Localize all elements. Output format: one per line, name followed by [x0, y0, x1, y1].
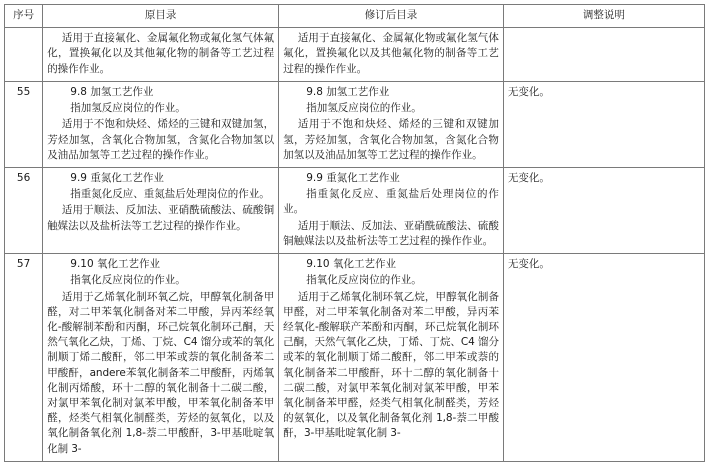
paragraph: 适用于乙烯氧化制环氧乙烷，甲醇氧化制备甲醛，对二甲苯氧化制备对苯二甲酸，异丙苯经氧化-酸解制苯酚和丙酮，环己烷氧化制环己酮，天然气氧化乙炔，丁烯、丁烷、C4 馏分或苯的氧化制顺丁烯二酸酐，邻二甲苯或萘的氧化制备苯二甲酸酐，andere苯氧化制备苯二甲酸酐，丙烯氧化制丙烯酸，环十二醇的氧化制备十二碳二酸，对氯甲苯氧化制对氯苯甲酸，甲苯氧化制备苯甲醛，烃类气相氧化制醛类，芳烃的氨氧化，以及氧化制备氧化剂 1,8-萘二甲酸酐，3-甲基吡啶氧化制 3- — [47, 290, 275, 455]
row-note: 无变化。 — [503, 254, 704, 462]
column-header-original: 原目录 — [43, 5, 279, 28]
paragraph: 9.9 重氮化工艺作业 — [70, 171, 164, 184]
row-note: 无变化。 — [503, 167, 704, 253]
paragraph: 指重氮化反应、重氮盐后处理岗位的作业。 — [283, 188, 499, 216]
table-row — [5, 81, 705, 167]
paragraph: 适用于直接氟化、金属氟化物或氟化氢气体氟化，置换氟化以及其他氟化物的制备等工艺过程的操作作业。 — [47, 32, 275, 75]
table-header-row — [5, 5, 705, 28]
column-header-revised: 修订后目录 — [279, 5, 504, 28]
paragraph: 指氧化反应岗位的作业。 — [306, 274, 422, 287]
row-revised — [279, 167, 504, 253]
table-row — [5, 28, 705, 82]
paragraph: 适用于乙烯氧化制环氧乙烷，甲醇氧化制备甲醛，对二甲苯氧化制备对苯二甲酸，异丙苯经氧化-酸解联产苯酚和丙酮，环己烷氧化制环己酮，天然气氧化乙炔，丁烯、丁烷、C4 馏分或苯的氧化制顺丁烯二酸酐，邻二甲苯或萘的氧化制备苯二甲酸酐，环十二醇的氧化制备十二碳二酸，对氯甲苯氧化制对氯苯甲酸，甲苯氧化制备苯甲醛，烃类气相氧化制醛类，芳烃的氨氧化，以及氧化制备氧化剂 1,8-萘二甲酸酐，3-甲基吡啶氧化制 3- — [283, 290, 499, 440]
column-header-note: 调整说明 — [503, 5, 704, 28]
paragraph: 适用于顺法、反加法、亚硝酰硫酸法、硫酸铜触媒法以及盐析法等工艺过程的操作作业。 — [47, 204, 275, 232]
table-row — [5, 254, 705, 462]
column-header-no: 序号 — [5, 5, 43, 28]
paragraph: 适用于不饱和炔烃、烯烃的三键和双键加氢，芳烃加氢，含氧化合物加氢，含氮化合物加氢以及油品加氢等工艺过程的操作作业。 — [283, 118, 499, 161]
paragraph: 适用于不饱和炔烃、烯烃的三键和双键加氢，芳烃加氢，含氧化合物加氢，含氮化合物加氢以及油品加氢等工艺过程的操作作业。 — [47, 118, 275, 161]
paragraph: 9.10 氧化工艺作业 — [306, 258, 396, 271]
row-original — [43, 254, 279, 462]
row-revised — [279, 81, 504, 167]
paragraph: 适用于顺法、反加法、亚硝酰硫酸法、硫酸铜触媒法以及盐析法等工艺过程的操作作业。 — [283, 219, 499, 247]
paragraph: 指氧化反应岗位的作业。 — [70, 274, 186, 287]
row-number: 56 — [5, 167, 43, 253]
row-revised — [279, 254, 504, 462]
row-number — [5, 28, 43, 82]
row-original — [43, 81, 279, 167]
paragraph: 指加氢反应岗位的作业。 — [70, 102, 186, 115]
paragraph: 适用于直接氟化、金属氟化物或氟化氢气体氟化，置换氟化以及其他氟化物的制备等工艺过程的操作作业。 — [283, 32, 499, 75]
row-original — [43, 167, 279, 253]
revision-comparison-table — [4, 4, 705, 462]
paragraph: 指加氢反应岗位的作业。 — [306, 102, 422, 115]
paragraph: 9.8 加氢工艺作业 — [306, 85, 390, 98]
row-number: 57 — [5, 254, 43, 462]
row-original — [43, 28, 279, 82]
paragraph: 9.8 加氢工艺作业 — [70, 85, 154, 98]
table-row — [5, 167, 705, 253]
row-number: 55 — [5, 81, 43, 167]
row-note: 无变化。 — [503, 81, 704, 167]
paragraph: 指重氮化反应、重氮盐后处理岗位的作业。 — [70, 188, 270, 201]
row-revised — [279, 28, 504, 82]
paragraph: 9.9 重氮化工艺作业 — [306, 171, 400, 184]
paragraph: 9.10 氧化工艺作业 — [70, 258, 160, 271]
row-note — [503, 28, 704, 82]
